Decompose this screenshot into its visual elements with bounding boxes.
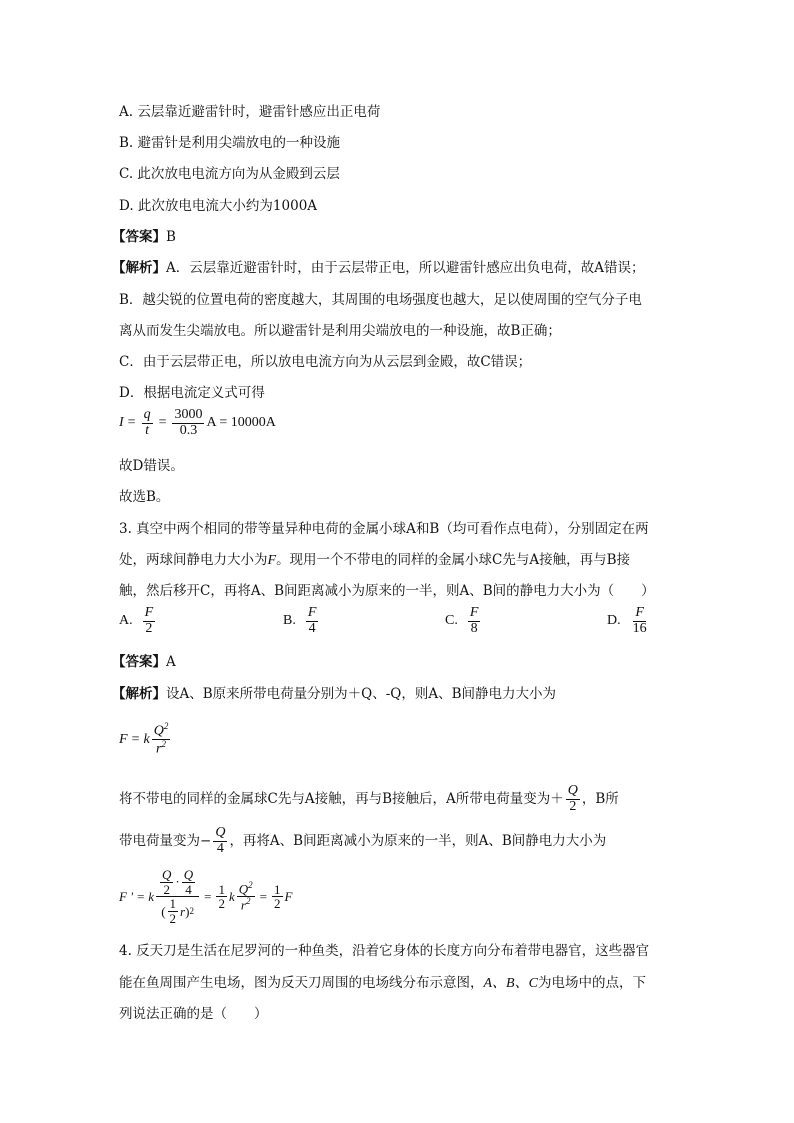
q2-conclusion-2: 故选B。 [119, 489, 170, 505]
q3-option-c: C. $\frac{F}{8}$ [445, 605, 479, 636]
q3-stem-line1: 3. 真空中两个相同的带等量异种电荷的金属小球A和B（均可看作点电荷），分别固定在两 [119, 521, 649, 537]
answer-value: B [166, 229, 176, 245]
q3-stem-line3: 触，然后移开C，再将A、B间距离减小为原来的一半，则A、B间的静电力大小为（ ） [119, 583, 655, 599]
q2-answer [112, 227, 176, 247]
option-c-prev: C. 此次放电电流方向为从金殿到云层 [119, 166, 340, 182]
q3-stem-line2: 处，两球间静电力大小为F。现用一个不带电的同样的金属小球C先与A接触，再与B接 [119, 552, 631, 568]
answer-label: 【答案】 [112, 229, 166, 245]
q2-conclusion-1: 故D错误。 [119, 458, 184, 474]
q4-stem-line3: 列说法正确的是（ ） [119, 1006, 268, 1022]
q2-current-formula: I = $\frac{q}{t}$ = $\frac{3000}{0.3}$ A = 10000A [119, 407, 276, 438]
q3-option-b: B. $\frac{F}{4}$ [283, 605, 317, 636]
option-d-prev: D. 此次放电电流大小约为1000A [119, 198, 318, 214]
q3-analysis-line2: 将不带电的同样的金属球C先与A接触，再与B接触后，A所带电荷量变为＋ $\frac{Q}{2}$ ，B所 [119, 783, 619, 814]
q2-analysis-line1: 【解析】A．云层靠近避雷针时，由于云层带正电，所以避雷针感应出负电荷，故A错误； [112, 260, 645, 276]
q3-analysis-line3: 带电荷量变为− $\frac{Q}{4}$ ，再将A、B间距离减小为原来的一半，则A、B间静电力大小为 [119, 825, 607, 856]
analysis-label: 【解析】 [112, 260, 166, 276]
q3-analysis-line1: 【解析】设A、B原来所带电荷量分别为＋Q、-Q，则A、B间静电力大小为 [112, 686, 557, 702]
option-a-prev: A. 云层靠近避雷针时，避雷针感应出正电荷 [119, 104, 381, 120]
q2-analysis-line4: C．由于云层带正电，所以放电电流方向为从云层到金殿，故C错误； [119, 354, 532, 370]
q3-answer: 【答案】A [112, 654, 176, 670]
q2-analysis-line3: 离从而发生尖端放电。所以避雷针是利用尖端放电的一种设施，故B正确； [119, 323, 561, 339]
q4-stem-line1: 4. 反天刀是生活在尼罗河的一种鱼类，沿着它身体的长度方向分布着带电器官，这些器官 [119, 943, 650, 959]
q4-stem-line2: 能在鱼周围产生电场，图为反天刀周围的电场线分布示意图，A、B、C为电场中的点，下 [119, 975, 646, 991]
q3-new-force-formula: F ' = k $\frac{Q}{2}$ · $\frac{Q}{4}$ ( $\frac{1}{2}$ r ) 2 = $\frac{1}{2}$ k $\frac{Q^2}{r^2}$ = $\frac{1}{2}$ F [119, 867, 293, 926]
q3-option-d: D. $\frac{F}{16}$ [607, 605, 647, 636]
q2-analysis-line5: D．根据电流定义式可得 [119, 385, 265, 401]
q3-coulomb-formula: F = k $\frac{Q^2}{r^2}$ [119, 721, 169, 757]
q3-option-a: A. $\frac{F}{2}$ [119, 605, 154, 636]
option-b-prev: B. 避雷针是利用尖端放电的一种设施 [119, 135, 341, 151]
q2-analysis-line2: B．越尖锐的位置电荷的密度越大，其周围的电场强度也越大，足以使周围的空气分子电 [119, 292, 642, 308]
